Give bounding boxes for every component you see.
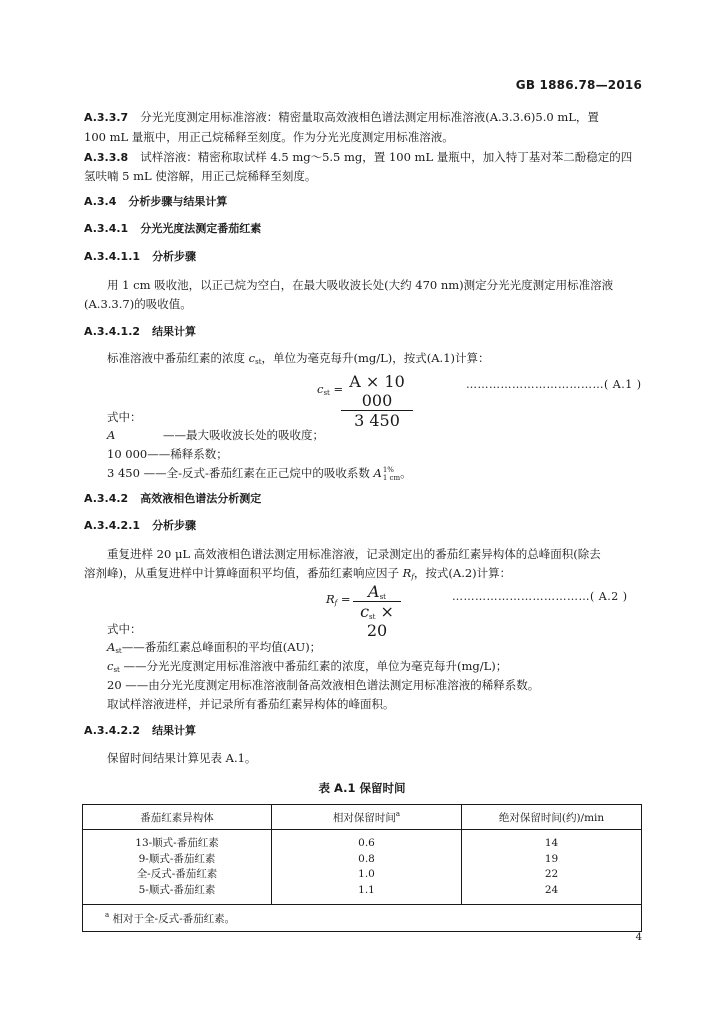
heading-number: A.3.4 bbox=[84, 195, 117, 208]
retention-time-table bbox=[82, 804, 642, 932]
formula-subscript: f bbox=[334, 599, 338, 607]
formula-symbol: R bbox=[326, 592, 335, 606]
where-description: 由分光光度测定用标准溶液制备高效液相色谱法测定用标准溶液的稀释系数。 bbox=[148, 678, 540, 692]
denominator bbox=[353, 602, 401, 640]
formula-a2-lhs bbox=[326, 592, 351, 607]
text: ，按式(A.2)计算： bbox=[413, 566, 512, 580]
table-header-row bbox=[83, 805, 642, 830]
heading-number: A.3.4.2.2 bbox=[84, 724, 141, 737]
numerator-subscript: st bbox=[379, 593, 386, 601]
coefficient-indices bbox=[383, 466, 400, 482]
denominator-rest: × 20 bbox=[366, 602, 394, 640]
equals-sign: = bbox=[340, 592, 351, 606]
text: ，单位为毫克每升(mg/L)，按式(A.1)计算： bbox=[261, 351, 490, 365]
table-cell: 24 bbox=[544, 883, 559, 896]
variable: R bbox=[402, 566, 412, 580]
where-description: 分光光度测定用标准溶液中番茄红素的浓度，单位为毫克每升(mg/L)； bbox=[146, 659, 508, 673]
clause-number: A.3.3.8 bbox=[84, 151, 129, 164]
clause-text: 分光光度测定用标准溶液：精密量取高效液相色谱法测定用标准溶液(A.3.3.6)5.0 mL，置 bbox=[140, 110, 599, 124]
footnote-mark: a bbox=[395, 809, 401, 818]
where-description: 最大吸收波长处的吸收度； bbox=[186, 428, 324, 442]
text: 。 bbox=[400, 466, 412, 480]
dash: —— bbox=[121, 640, 145, 654]
formula-a2-fraction bbox=[353, 582, 401, 640]
page-number: 4 bbox=[635, 932, 642, 943]
clause-a337-line2: 100 mL 量瓶中，用正己烷稀释至刻度。作为分光光度测定用标准溶液。 bbox=[84, 130, 454, 144]
table-cell: 13-顺式-番茄红素 bbox=[135, 837, 219, 849]
paragraph-retention: 保留时间结果计算见表 A.1。 bbox=[107, 751, 257, 765]
where-title: 式中： bbox=[107, 622, 142, 636]
paragraph-sample-injection: 取试样溶液进样，并记录所有番茄红素异构体的峰面积。 bbox=[107, 697, 395, 711]
where-item bbox=[107, 463, 412, 483]
dash: —— bbox=[125, 678, 149, 692]
where-symbol: A bbox=[107, 428, 116, 442]
paragraph-hplc-line1: 重复进样 20 μL 高效液相色谱法测定用标准溶液，记录测定出的番茄红素异构体的总峰面积(除去 bbox=[107, 547, 601, 561]
heading-title: 分析步骤 bbox=[152, 519, 197, 532]
heading-title: 分析步骤与结果计算 bbox=[128, 195, 228, 208]
text: 溶剂峰)，从重复进样中计算峰面积平均值，番茄红素响应因子 bbox=[84, 566, 403, 580]
standard-code: GB 1886.78—2016 bbox=[515, 78, 642, 92]
clause-a337-line1 bbox=[84, 107, 599, 128]
where-symbol: 10 000 bbox=[107, 447, 148, 461]
table-cell-isomers bbox=[83, 830, 272, 905]
where-item bbox=[107, 444, 228, 464]
table-footnote-row bbox=[83, 905, 642, 932]
heading-a34 bbox=[84, 192, 227, 212]
variable-subscript: f bbox=[411, 573, 414, 581]
clause-a338-line1 bbox=[84, 147, 632, 168]
heading-a3412 bbox=[84, 322, 196, 342]
where-symbol: 3 450 bbox=[107, 466, 140, 480]
paragraph-concentration bbox=[107, 348, 490, 372]
coefficient-superscript: 1% bbox=[382, 466, 394, 474]
heading-a3411 bbox=[84, 247, 196, 267]
equals-sign: = bbox=[333, 382, 344, 396]
heading-number: A.3.4.2.1 bbox=[84, 519, 141, 532]
coefficient-subscript: 1 cm bbox=[382, 474, 401, 482]
table-body-row bbox=[83, 830, 642, 905]
heading-title: 结果计算 bbox=[152, 325, 197, 338]
table-cell: 0.8 bbox=[358, 852, 375, 865]
table-cell: 9-顺式-番茄红素 bbox=[138, 852, 216, 865]
denominator: 3 450 bbox=[354, 411, 400, 430]
table-cell-absolute bbox=[462, 830, 642, 905]
table-cell-relative bbox=[272, 830, 462, 905]
footnote-mark: a bbox=[105, 910, 110, 919]
where-subscript: st bbox=[113, 666, 120, 674]
dot-leader: ……………………………… bbox=[466, 378, 604, 391]
heading-title: 高效液相色谱法分析测定 bbox=[140, 492, 262, 505]
formula-subscript: st bbox=[323, 389, 330, 397]
heading-number: A.3.4.1 bbox=[84, 222, 129, 235]
where-description: 稀释系数； bbox=[170, 447, 228, 461]
formula-a2-leader bbox=[452, 590, 628, 603]
where-subscript: st bbox=[115, 647, 122, 655]
heading-a342 bbox=[84, 489, 261, 509]
dash: —— bbox=[163, 428, 186, 442]
table-footnote bbox=[83, 905, 642, 932]
table-caption: 表 A.1 保留时间 bbox=[318, 781, 406, 795]
paragraph-step-line2: (A.3.3.7)的吸收值。 bbox=[84, 297, 192, 311]
where-symbol: A bbox=[107, 640, 116, 654]
dash: —— bbox=[147, 447, 171, 461]
heading-title: 结果计算 bbox=[152, 724, 197, 737]
coefficient-symbol: A bbox=[373, 466, 382, 480]
formula-label: ( A.1 ) bbox=[604, 378, 642, 391]
formula-a1-fraction bbox=[341, 372, 413, 430]
formula-a1-leader bbox=[466, 378, 642, 391]
variable-subscript: st bbox=[255, 358, 262, 366]
clause-a338-line2: 氢呋喃 5 mL 使溶解，用正己烷稀释至刻度。 bbox=[84, 169, 317, 183]
table-cell: 22 bbox=[544, 868, 559, 880]
numerator bbox=[353, 582, 401, 601]
formula-symbol: c bbox=[317, 382, 324, 396]
table-header-cell: 绝对保留时间(约)/min bbox=[462, 805, 642, 830]
heading-title: 分析步骤 bbox=[152, 250, 197, 263]
dot-leader: ……………………………… bbox=[452, 590, 590, 603]
table-cell: 0.6 bbox=[358, 837, 375, 849]
where-item bbox=[107, 425, 324, 445]
where-symbol: c bbox=[107, 659, 114, 673]
formula-a1-lhs bbox=[317, 382, 343, 397]
heading-number: A.3.4.1.1 bbox=[84, 250, 141, 263]
text: 标准溶液中番茄红素的浓度 bbox=[107, 351, 249, 365]
numerator-symbol: A bbox=[368, 582, 380, 601]
header-text: 相对保留时间 bbox=[332, 811, 396, 824]
table-header-cell: 番茄红素异构体 bbox=[83, 805, 272, 830]
heading-a341 bbox=[84, 219, 261, 239]
table-header-cell bbox=[272, 805, 462, 830]
denominator-subscript: st bbox=[369, 613, 376, 621]
table-cell: 14 bbox=[544, 837, 559, 849]
where-item bbox=[107, 675, 539, 695]
heading-title: 分光光度法测定番茄红素 bbox=[140, 222, 262, 235]
where-title: 式中： bbox=[107, 410, 142, 424]
table-cell: 1.1 bbox=[358, 883, 375, 896]
dash: —— bbox=[143, 466, 167, 480]
footnote-text: 相对于全-反式-番茄红素。 bbox=[112, 912, 236, 925]
numerator: A × 10 000 bbox=[349, 372, 405, 410]
dash: —— bbox=[123, 659, 147, 673]
heading-a3422 bbox=[84, 721, 196, 741]
heading-a3421 bbox=[84, 516, 196, 536]
heading-number: A.3.4.2 bbox=[84, 492, 129, 505]
formula-label: ( A.2 ) bbox=[590, 590, 628, 603]
where-symbol: 20 bbox=[107, 678, 122, 692]
variable: c bbox=[248, 351, 256, 365]
heading-number: A.3.4.1.2 bbox=[84, 325, 141, 338]
table-cell: 全-反式-番茄红素 bbox=[136, 868, 218, 880]
clause-number: A.3.3.7 bbox=[84, 111, 129, 124]
denominator-symbol: c bbox=[360, 602, 370, 621]
clause-text: 试样溶液：精密称取试样 4.5 mg～5.5 mg，置 100 mL 量瓶中，加入特丁基对苯二酚稳定的四 bbox=[140, 150, 633, 164]
table-cell: 5-顺式-番茄红素 bbox=[138, 883, 216, 896]
table-cell: 19 bbox=[544, 852, 559, 865]
paragraph-step-line1: 用 1 cm 吸收池，以正己烷为空白，在最大吸收波长处(大约 470 nm)测定分光光度测定用标准溶液 bbox=[107, 278, 614, 292]
where-description: 全-反式-番茄红素在正己烷中的吸收系数 bbox=[166, 466, 374, 480]
where-description: 番茄红素总峰面积的平均值(AU)； bbox=[144, 640, 322, 654]
table-cell: 1.0 bbox=[358, 868, 375, 880]
paragraph-hplc-line2 bbox=[84, 563, 511, 587]
